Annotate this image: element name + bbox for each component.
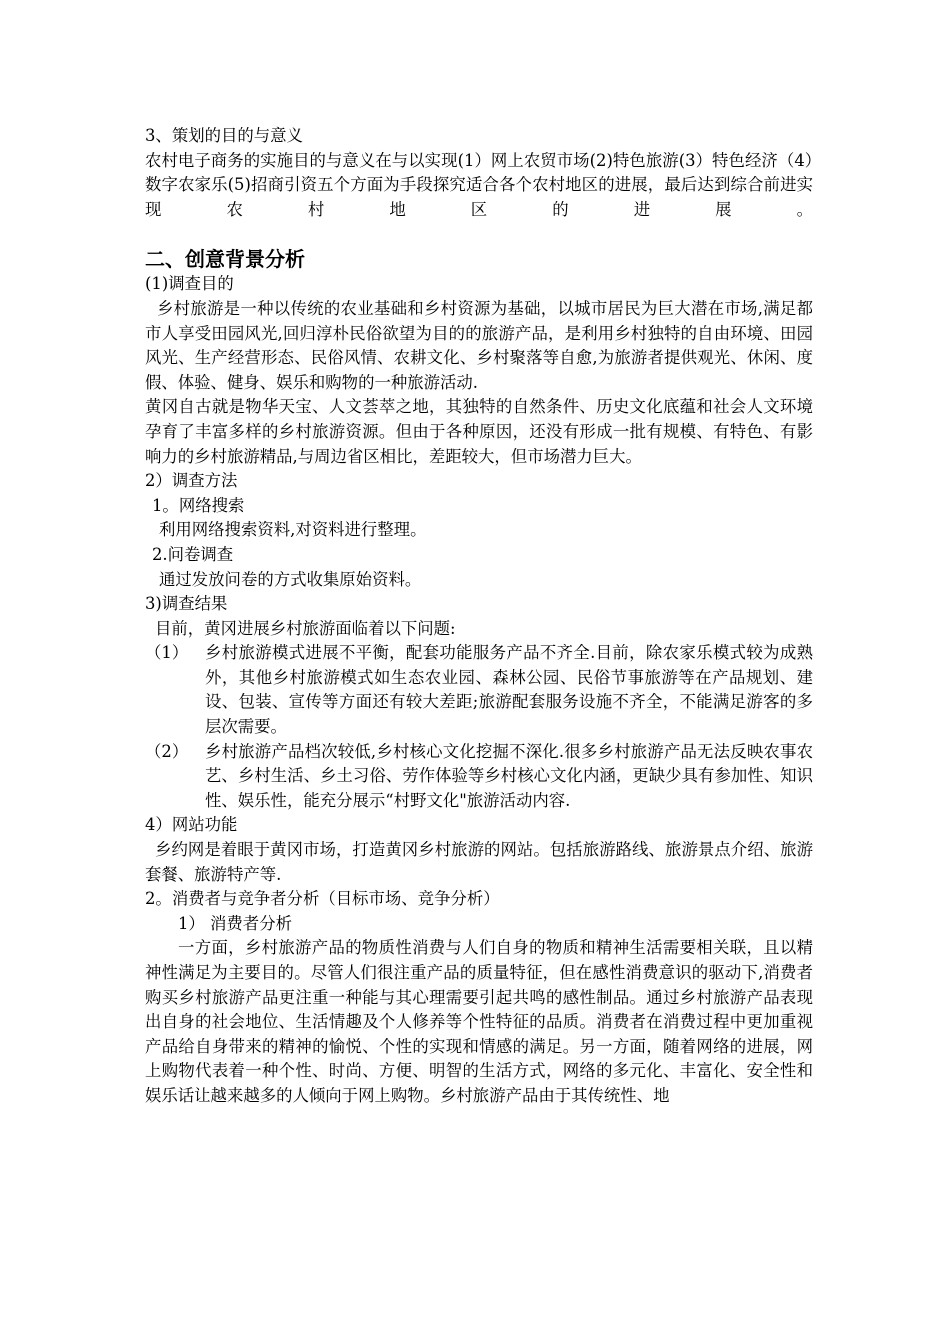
consumer-sub-heading: 1） 消费者分析 <box>178 913 292 933</box>
consumer-text: 一方面，乡村旅游产品的物质性消费与人们自身的物质和精神生活需要相关联，且以精神性满足为主要目的。尽管人们很注重产品的质量特征，但在感性消费意识的驱动下,消费者购买乡村旅游产品更注重一种能与其心理需要引起共鸣的感性制品。通过乡村旅游产品表现出自身的社会地位、生活情趣及个人修养等个性特征的品质。消费者在消费过程中更加重视产品给自身带来的精神的愉悦、个性的实现和情感的满足。另一方面，随着网络的进展，网上购物代表着一种个性、时尚、方便、明智的生活方式，网络的多元化、丰富化、安全性和娱乐话让越来越多的人倾向于网上购物。乡村旅游产品由于其传统性、地 <box>145 938 813 1105</box>
purpose-heading: (1)调查目的 <box>145 274 234 294</box>
list-item-text: 乡村旅游产品档次较低,乡村核心文化挖掘不深化.很多乡村旅游产品无法反映农事农艺、乡村生活、乡土习俗、劳作体验等乡村核心文化内涵，更缺少具有参加性、知识性、娱乐性，能充分展示“村野文化"旅游活动内容. <box>205 741 813 810</box>
list-number: （2） <box>145 741 189 761</box>
purpose-paragraph-1: 乡村旅游是一种以传统的农业基础和乡村资源为基础，以城市居民为巨大潜在市场,满足都市人享受田园风光,回归淳朴民俗欲望为目的的旅游产品，是利用乡村独特的自由环境、田园风光、生产经营形态、民俗风情、农耕文化、乡村聚落等自愈,为旅游者提供观光、休闲、度假、体验、健身、娱乐和购物的一种旅游活动. <box>145 298 813 392</box>
section-two-title: 二、创意背景分析 <box>145 247 305 272</box>
section-3-heading: 3、策划的目的与意义 <box>145 126 303 145</box>
result-list-item <box>145 740 813 814</box>
list-item-text: 乡村旅游模式进展不平衡，配套功能服务产品不齐全.目前，除农家乐模式较为成熟外，其他乡村旅游模式如生态农业园、森林公园、民俗节事旅游等在产品规划、建设、包装、宣传等方面还有较大差距;旅游配套服务设施不齐全，不能满足游客的多层次需要。 <box>205 643 813 737</box>
result-heading: 3)调查结果 <box>145 594 228 614</box>
website-text: 乡约网是着眼于黄冈市场，打造黄冈乡村旅游的网站。包括旅游路线、旅游景点介绍、旅游套餐、旅游特产等. <box>145 840 813 884</box>
method-item-2-title: 2.问卷调查 <box>152 544 234 564</box>
method-heading: 2）调查方法 <box>145 471 238 491</box>
website-heading: 4）网站功能 <box>145 815 238 835</box>
result-list-item <box>145 641 813 739</box>
document-page <box>145 124 813 1109</box>
method-item-2-text: 通过发放问卷的方式收集原始资料。 <box>159 569 422 589</box>
list-number: （1） <box>145 643 189 663</box>
method-item-1-text: 利用网络搜索资料,对资料进行整理。 <box>159 520 427 540</box>
section-3-paragraph: 农村电子商务的实施目的与意义在与以实现(1）网上农贸市场(2)特色旅游(3）特色经济（4）数字农家乐(5)招商引资五个方面为手段探究适合各个农村地区的进展，最后达到综合前进实现农村地区的进展。 <box>145 150 813 219</box>
method-item-1-title: 1。网络搜索 <box>152 495 245 515</box>
result-intro: 目前，黄冈进展乡村旅游面临着以下问题: <box>155 618 456 638</box>
purpose-paragraph-2: 黄冈自古就是物华天宝、人文荟萃之地，其独特的自然条件、历史文化底蕴和社会人文环境孕育了丰富多样的乡村旅游资源。但由于各种原因，还没有形成一批有规模、有特色、有影响力的乡村旅游精品,与周边省区相比，差距较大，但市场潜力巨大。 <box>145 397 813 466</box>
consumer-heading: 2。消费者与竞争者分析（目标市场、竞争分析） <box>145 889 500 909</box>
